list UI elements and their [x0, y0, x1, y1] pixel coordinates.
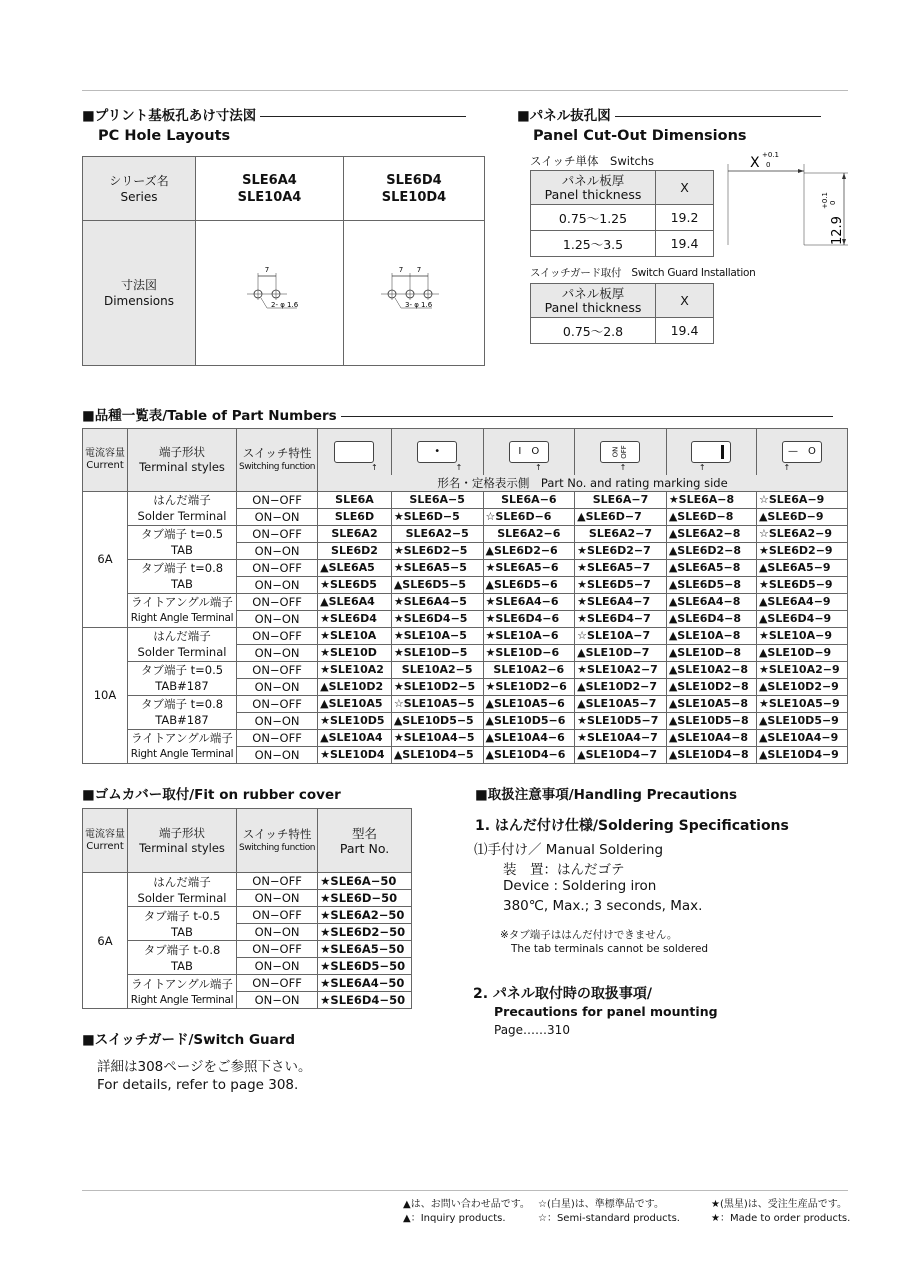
part-number-cell: ★SLE6D5−7: [575, 576, 667, 593]
part-number-cell: ▲SLE10D−9: [756, 644, 847, 661]
panel-switch-table: [530, 170, 714, 257]
marking-arrows: ↑ ↑ ↑ ↑ ↑ ↑: [370, 462, 791, 472]
legend-semi-en: ☆：Semi-standard products.: [538, 1213, 680, 1224]
rubber-terminal-jp: タブ端子 t-0.5: [143, 908, 221, 923]
switch-fn-cell: ON−OFF: [237, 695, 318, 712]
pc-hole-subheading: PC Hole Layouts: [98, 128, 231, 144]
terminal-en: TAB#187: [155, 679, 209, 693]
dim-7a-label: 7: [398, 265, 404, 274]
icon-on-text: ON: [611, 446, 620, 458]
cutout-x-tol-zero: 0: [766, 161, 771, 169]
legend-inquiry-en: ▲：Inquiry products.: [403, 1213, 506, 1224]
part-number-cell: ▲SLE10D5−6: [483, 712, 575, 729]
table-row: [83, 491, 848, 508]
rocker-dot-icon: [417, 441, 457, 463]
cutout-drawing: [720, 150, 850, 250]
parts-body: [83, 491, 848, 763]
part-number-cell: ★SLE10A2−7: [575, 661, 667, 678]
switch-fn-cell: ON−OFF: [237, 729, 318, 746]
rubber-switch-fn-header-en: Switching function: [239, 842, 316, 853]
current-cell: 10A: [83, 627, 128, 763]
rubber-current-cell: 6A: [83, 873, 128, 1009]
table-row: [83, 729, 848, 746]
terminal-cell: [128, 627, 237, 661]
rubber-terminal-cell: [128, 941, 237, 975]
part-number-cell: ☆SLE6D−6: [483, 508, 575, 525]
rubber-switch-fn-cell: ON−ON: [237, 958, 318, 975]
rubber-part-number-cell: ★SLE6D5−50: [318, 958, 412, 975]
terminal-jp: はんだ端子: [153, 493, 211, 507]
x-header: X: [656, 284, 714, 318]
switch-fn-cell: ON−ON: [237, 678, 318, 695]
table-row: [83, 873, 412, 890]
part-number-cell: ★SLE10A−5: [391, 627, 483, 644]
parts-heading: [82, 404, 833, 424]
series-col2: [344, 157, 485, 221]
terminal-jp: ライトアングル端子: [131, 595, 233, 609]
switch-fn-cell: ON−ON: [237, 508, 318, 525]
part-number-cell: ★SLE10D2−5: [391, 678, 483, 695]
pc-hole-heading-text: ■プリント基板孔あけ寸法図: [82, 108, 257, 124]
cutout-x-label: X: [750, 155, 760, 171]
part-number-cell: ▲SLE10D2−9: [756, 678, 847, 695]
terminal-jp: タブ端子 t=0.5: [140, 663, 224, 677]
rubber-current-header-en: Current: [86, 840, 124, 852]
cutout-x-tol-plus: +0.1: [762, 151, 779, 159]
footer-rule: [82, 1190, 848, 1191]
part-number-cell: ▲SLE6A4: [318, 593, 392, 610]
switch-fn-cell: ON−OFF: [237, 559, 318, 576]
part-number-cell: ▲SLE10D2−7: [575, 678, 667, 695]
panel-mount-title: 2. パネル取付時の取扱事項/: [473, 986, 653, 1002]
rubber-switch-fn-cell: ON−ON: [237, 992, 318, 1009]
part-number-cell: SLE6A2: [318, 525, 392, 542]
thickness-cell: 0.75〜2.8: [531, 318, 656, 344]
icon-io-text: I O: [518, 445, 540, 457]
part-number-cell: SLE6D: [318, 508, 392, 525]
part-number-cell: ▲SLE10D4−9: [756, 746, 847, 763]
part-number-cell: ★SLE10D2−6: [483, 678, 575, 695]
part-number-cell: SLE6A−6: [483, 491, 575, 508]
part-number-cell: SLE6A2−7: [575, 525, 667, 542]
switch-fn-header-en: Switching function: [239, 461, 316, 472]
rubber-part-number-cell: ★SLE6D−50: [318, 890, 412, 907]
part-number-cell: ☆SLE6A2−9: [756, 525, 847, 542]
part-number-cell: ★SLE10A4−5: [391, 729, 483, 746]
part-number-cell: ▲SLE10D2−8: [666, 678, 756, 695]
terminal-cell: [128, 525, 237, 559]
switch-fn-cell: ON−OFF: [237, 661, 318, 678]
hole-diagram-3pin-cell: [344, 221, 485, 366]
part-number-cell: ▲SLE10A5−6: [483, 695, 575, 712]
rubber-terminal-jp: はんだ端子: [153, 874, 211, 889]
marking-side-cell: [318, 462, 848, 492]
rocker-bar-icon: [691, 441, 731, 463]
part-number-cell: ▲SLE6A5: [318, 559, 392, 576]
rubber-part-number-cell: ★SLE6A−50: [318, 873, 412, 890]
switch-fn-cell: ON−ON: [237, 746, 318, 763]
part-number-cell: ▲SLE10A5−7: [575, 695, 667, 712]
part-number-cell: ▲SLE6D5−6: [483, 576, 575, 593]
switch-fn-cell: ON−ON: [237, 644, 318, 661]
cutout-h-label: 12.9: [830, 216, 845, 245]
top-rule: [82, 90, 848, 91]
table-row: [83, 941, 412, 958]
part-number-cell: ▲SLE10D5−8: [666, 712, 756, 729]
icon-dot-text: •: [434, 445, 441, 457]
series-label-jp: シリーズ名: [109, 173, 169, 188]
part-number-cell: ▲SLE10D4−6: [483, 746, 575, 763]
rubber-switch-fn-cell: ON−OFF: [237, 907, 318, 924]
x-cell: 19.4: [656, 231, 714, 257]
part-number-cell: ▲SLE10A4−8: [666, 729, 756, 746]
parts-table: [82, 428, 848, 764]
part-number-cell: ★SLE6D2−7: [575, 542, 667, 559]
table-row: [83, 593, 848, 610]
rubber-switch-fn-cell: ON−OFF: [237, 975, 318, 992]
terminal-en: Right Angle Terminal: [130, 748, 234, 760]
rubber-heading: ■ゴムカバー取付/Fit on rubber cover: [82, 787, 341, 803]
part-number-cell: SLE6A2−6: [483, 525, 575, 542]
panel-heading: [517, 104, 821, 124]
part-number-cell: ▲SLE10D5−5: [391, 712, 483, 729]
part-number-cell: ★SLE6D5: [318, 576, 392, 593]
terminal-cell: [128, 661, 237, 695]
current-header-en: Current: [86, 459, 124, 471]
thickness-cell: 0.75〜1.25: [531, 205, 656, 231]
part-number-cell: SLE6A−7: [575, 491, 667, 508]
part-number-cell: ▲SLE6D2−8: [666, 542, 756, 559]
part-number-cell: ★SLE10A−9: [756, 627, 847, 644]
rubber-switch-fn-cell: ON−ON: [237, 924, 318, 941]
part-number-cell: ▲SLE10D4−5: [391, 746, 483, 763]
terminal-jp: ライトアングル端子: [131, 731, 233, 745]
part-number-cell: ★SLE6A4−6: [483, 593, 575, 610]
part-number-cell: ★SLE6A4−7: [575, 593, 667, 610]
part-number-cell: ★SLE10A5−9: [756, 695, 847, 712]
rubber-terminal-cell: [128, 873, 237, 907]
rubber-terminal-en: TAB: [171, 924, 193, 939]
part-number-cell: ▲SLE10D−7: [575, 644, 667, 661]
part-number-cell: ★SLE6A5−6: [483, 559, 575, 576]
icon-dash-text: — O: [788, 445, 816, 457]
part-number-cell: ▲SLE10A−8: [666, 627, 756, 644]
part-number-cell: ★SLE10A4−7: [575, 729, 667, 746]
part-number-cell: SLE6A2−5: [391, 525, 483, 542]
rubber-terminal-header-jp: 端子形状: [159, 825, 205, 840]
part-number-cell: SLE6A: [318, 491, 392, 508]
terminal-en: Right Angle Terminal: [130, 612, 234, 624]
part-number-cell: ▲SLE6D−7: [575, 508, 667, 525]
part-number-cell: SLE6D2: [318, 542, 392, 559]
switch-fn-cell: ON−ON: [237, 610, 318, 627]
rubber-table: [82, 808, 412, 1009]
rubber-terminal-header-en: Terminal styles: [139, 840, 225, 855]
part-number-cell: ★SLE10D−6: [483, 644, 575, 661]
rubber-terminal-en: Right Angle Terminal: [130, 993, 234, 1006]
cutout-h-tol-zero: 0: [829, 200, 837, 205]
part-number-cell: ▲SLE10A4: [318, 729, 392, 746]
switch-fn-cell: ON−ON: [237, 712, 318, 729]
switch-fn-header-jp: スイッチ特性: [242, 445, 312, 460]
terminal-cell: [128, 593, 237, 627]
dimensions-label-en: Dimensions: [103, 294, 175, 308]
thickness-header-jp: パネル板厚: [561, 285, 625, 301]
soldering-line4: 380℃, Max.; 3 seconds, Max.: [503, 898, 703, 914]
rubber-terminal-en: TAB: [171, 958, 193, 973]
rubber-current-header: [83, 809, 128, 873]
rubber-model-header: [318, 809, 412, 873]
hole-diagram-3pin: [364, 262, 464, 322]
part-number-cell: ★SLE10D5−7: [575, 712, 667, 729]
rocker-io-icon: [509, 441, 549, 463]
guard-heading: ■スイッチガード/Switch Guard: [82, 1032, 296, 1048]
terminal-header: [128, 429, 237, 492]
rubber-terminal-jp: ライトアングル端子: [131, 976, 233, 991]
guard-line2: For details, refer to page 308.: [97, 1077, 299, 1093]
rubber-terminal-en: Solder Terminal: [137, 890, 227, 905]
current-cell: 6A: [83, 491, 128, 627]
thickness-header-en: Panel thickness: [544, 186, 642, 202]
terminal-jp: タブ端子 t=0.8: [140, 561, 224, 575]
rubber-body: [83, 873, 412, 1009]
table-row: [83, 907, 412, 924]
legend-order-en: ★：Made to order products.: [711, 1213, 851, 1224]
part-number-cell: ▲SLE10D−8: [666, 644, 756, 661]
part-number-cell: ▲SLE10D4−7: [575, 746, 667, 763]
terminal-jp: タブ端子 t=0.5: [140, 527, 224, 541]
rubber-switch-fn-cell: ON−OFF: [237, 941, 318, 958]
rubber-part-number-cell: ★SLE6D4−50: [318, 992, 412, 1009]
current-header: [83, 429, 128, 492]
rubber-part-number-cell: ★SLE6A4−50: [318, 975, 412, 992]
table-row: [83, 661, 848, 678]
part-number-cell: ★SLE10A2: [318, 661, 392, 678]
part-number-cell: ★SLE6D4: [318, 610, 392, 627]
rubber-part-number-cell: ★SLE6A2−50: [318, 907, 412, 924]
x-header: X: [656, 171, 714, 205]
hole-spec-3pin: 3- φ 1.6: [405, 300, 433, 309]
panel-guard-table: [530, 283, 714, 344]
dimensions-label-cell: [83, 221, 196, 366]
part-number-cell: ▲SLE6A4−8: [666, 593, 756, 610]
rubber-switch-fn-header: [237, 809, 318, 873]
part-number-cell: ★SLE6D2−5: [391, 542, 483, 559]
series-col2-line1: SLE6D4: [386, 172, 442, 188]
switch-fn-cell: ON−ON: [237, 542, 318, 559]
part-number-cell: ▲SLE6D5−8: [666, 576, 756, 593]
part-number-cell: ▲SLE6D−9: [756, 508, 847, 525]
part-number-cell: SLE10A2−6: [483, 661, 575, 678]
part-number-cell: ▲SLE10A5: [318, 695, 392, 712]
panel-heading-text: ■パネル抜孔図: [517, 108, 611, 124]
part-number-cell: ▲SLE6D4−9: [756, 610, 847, 627]
hole-diagram-2pin-cell: [196, 221, 344, 366]
part-number-cell: ★SLE6D5−9: [756, 576, 847, 593]
part-number-cell: ☆SLE10A5−5: [391, 695, 483, 712]
legend-order-jp: ★(黒星)は、受注生産品です。: [711, 1199, 847, 1210]
rubber-model-header-en: Part No.: [339, 840, 390, 856]
soldering-note-jp: ※タブ端子ははんだ付けできません。: [500, 929, 678, 941]
switch-fn-cell: ON−ON: [237, 576, 318, 593]
part-number-cell: ★SLE10D: [318, 644, 392, 661]
part-number-cell: ★SLE10A2−9: [756, 661, 847, 678]
rubber-model-header-jp: 型名: [352, 825, 378, 841]
pc-hole-table: [82, 156, 485, 366]
terminal-header-en: Terminal styles: [139, 459, 225, 474]
rubber-switch-fn-cell: ON−OFF: [237, 873, 318, 890]
thickness-cell: 1.25〜3.5: [531, 231, 656, 257]
part-number-cell: ▲SLE6D4−8: [666, 610, 756, 627]
thickness-header: [531, 171, 656, 205]
part-number-cell: ▲SLE6D−8: [666, 508, 756, 525]
x-cell: 19.2: [656, 205, 714, 231]
terminal-jp: タブ端子 t=0.8: [140, 697, 224, 711]
cutout-h-tol-plus: +0.1: [821, 192, 829, 209]
series-col1-line2: SLE10A4: [237, 189, 302, 205]
rubber-current-header-jp: 電流容量: [85, 828, 125, 840]
hole-spec-2pin: 2- φ 1.6: [270, 300, 298, 309]
part-number-cell: ▲SLE6A5−9: [756, 559, 847, 576]
part-number-cell: ★SLE6D2−9: [756, 542, 847, 559]
terminal-cell: [128, 559, 237, 593]
thickness-header-en: Panel thickness: [544, 299, 642, 315]
soldering-line1: ⑴手付け／ Manual Soldering: [474, 842, 664, 858]
rocker-onoff-icon: [600, 441, 640, 463]
part-number-cell: ▲SLE6D2−6: [483, 542, 575, 559]
part-number-cell: ▲SLE10D5−9: [756, 712, 847, 729]
guard-line1: 詳細は308ページをご参照下さい。: [97, 1059, 312, 1075]
part-number-cell: ▲SLE10D4−8: [666, 746, 756, 763]
panel-subheading: Panel Cut-Out Dimensions: [533, 128, 747, 144]
part-number-cell: ▲SLE6D5−5: [391, 576, 483, 593]
rocker-blank-icon: [334, 441, 374, 463]
rubber-terminal-header: [128, 809, 237, 873]
terminal-cell: [128, 491, 237, 525]
handling-heading: ■取扱注意事項/Handling Precautions: [475, 787, 738, 803]
icon-off-text: OFF: [619, 444, 628, 459]
terminal-cell: [128, 729, 237, 763]
part-number-cell: ☆SLE6A−9: [756, 491, 847, 508]
marking-side-label: 形名・定格表示側 Part No. and rating marking side: [437, 475, 728, 490]
part-number-cell: ★SLE10D5: [318, 712, 392, 729]
series-label-en: Series: [120, 189, 158, 204]
terminal-header-jp: 端子形状: [159, 444, 205, 459]
soldering-line3: Device : Soldering iron: [503, 878, 657, 894]
part-number-cell: ★SLE6A−8: [666, 491, 756, 508]
table-row: [83, 627, 848, 644]
part-number-cell: ▲SLE10A4−6: [483, 729, 575, 746]
switch-fn-cell: ON−OFF: [237, 491, 318, 508]
part-number-cell: ★SLE10A: [318, 627, 392, 644]
table-row: [83, 559, 848, 576]
part-number-cell: SLE6A−5: [391, 491, 483, 508]
part-number-cell: ★SLE6A5−7: [575, 559, 667, 576]
part-number-cell: ★SLE6D4−7: [575, 610, 667, 627]
part-number-cell: ★SLE10D−5: [391, 644, 483, 661]
table-row: [83, 525, 848, 542]
terminal-en: TAB#187: [155, 713, 209, 727]
table-row: [83, 695, 848, 712]
current-header-jp: 電流容量: [85, 447, 125, 459]
switch-only-label: スイッチ単体 Switchs: [530, 154, 655, 168]
part-number-cell: ★SLE10A−6: [483, 627, 575, 644]
part-number-cell: ★SLE6A4−5: [391, 593, 483, 610]
terminal-en: Solder Terminal: [137, 509, 227, 523]
terminal-en: TAB: [171, 577, 193, 591]
series-col1: [196, 157, 344, 221]
part-number-cell: ▲SLE6A2−8: [666, 525, 756, 542]
part-number-cell: ▲SLE6A5−8: [666, 559, 756, 576]
dim-7b-label: 7: [416, 265, 422, 274]
rubber-part-number-cell: ★SLE6D2−50: [318, 924, 412, 941]
series-col2-line2: SLE10D4: [381, 189, 447, 205]
terminal-jp: はんだ端子: [153, 629, 211, 643]
cutout-h-label-group: [821, 192, 845, 245]
panel-mount-subtitle: Precautions for panel mounting: [494, 1004, 718, 1019]
part-number-cell: SLE10A2−5: [391, 661, 483, 678]
legend-inquiry-jp: ▲は、お問い合わせ品です。: [403, 1199, 530, 1210]
part-number-cell: ▲SLE10A4−9: [756, 729, 847, 746]
soldering-line2: 装 置：はんだゴテ: [503, 862, 625, 878]
rubber-part-number-cell: ★SLE6A5−50: [318, 941, 412, 958]
legend-semi-jp: ☆(白星)は、準標準品です。: [538, 1199, 664, 1210]
parts-heading-text: ■品種一覧表/Table of Part Numbers: [82, 408, 337, 424]
rubber-terminal-jp: タブ端子 t-0.8: [143, 942, 221, 957]
part-number-cell: ★SLE6A5−5: [391, 559, 483, 576]
part-number-cell: ☆SLE10A−7: [575, 627, 667, 644]
rubber-terminal-cell: [128, 975, 237, 1009]
dimensions-label-jp: 寸法図: [120, 278, 157, 292]
part-number-cell: ★SLE6D4−6: [483, 610, 575, 627]
part-number-cell: ★SLE6D4−5: [391, 610, 483, 627]
panel-mount-page: Page……310: [494, 1023, 570, 1037]
series-label-cell: [83, 157, 196, 221]
rubber-switch-fn-header-jp: スイッチ特性: [242, 826, 312, 841]
series-col1-line1: SLE6A4: [242, 172, 297, 188]
hole-diagram-2pin: [225, 262, 315, 322]
part-number-cell: ★SLE6D−5: [391, 508, 483, 525]
part-number-cell: ▲SLE10D2: [318, 678, 392, 695]
switch-fn-header: [237, 429, 318, 492]
thickness-header: [531, 284, 656, 318]
part-number-cell: ★SLE10D4: [318, 746, 392, 763]
rubber-terminal-cell: [128, 907, 237, 941]
switch-fn-cell: ON−OFF: [237, 593, 318, 610]
part-number-cell: ▲SLE6A4−9: [756, 593, 847, 610]
dim-7-label: 7: [264, 265, 269, 274]
soldering-title: 1. はんだ付け仕様/Soldering Specifications: [475, 818, 789, 834]
pc-hole-heading: [82, 104, 466, 124]
table-row: [83, 975, 412, 992]
terminal-en: Solder Terminal: [137, 645, 227, 659]
thickness-header-jp: パネル板厚: [561, 172, 625, 188]
soldering-note-en: The tab terminals cannot be soldered: [511, 943, 709, 955]
part-number-cell: ▲SLE10A2−8: [666, 661, 756, 678]
guard-install-label: スイッチガード取付 Switch Guard Installation: [530, 267, 756, 279]
rocker-dash-icon: [782, 441, 822, 463]
x-cell: 19.4: [656, 318, 714, 344]
rubber-switch-fn-cell: ON−ON: [237, 890, 318, 907]
terminal-cell: [128, 695, 237, 729]
part-number-cell: ▲SLE10A5−8: [666, 695, 756, 712]
switch-fn-cell: ON−OFF: [237, 525, 318, 542]
terminal-en: TAB: [171, 543, 193, 557]
switch-fn-cell: ON−OFF: [237, 627, 318, 644]
